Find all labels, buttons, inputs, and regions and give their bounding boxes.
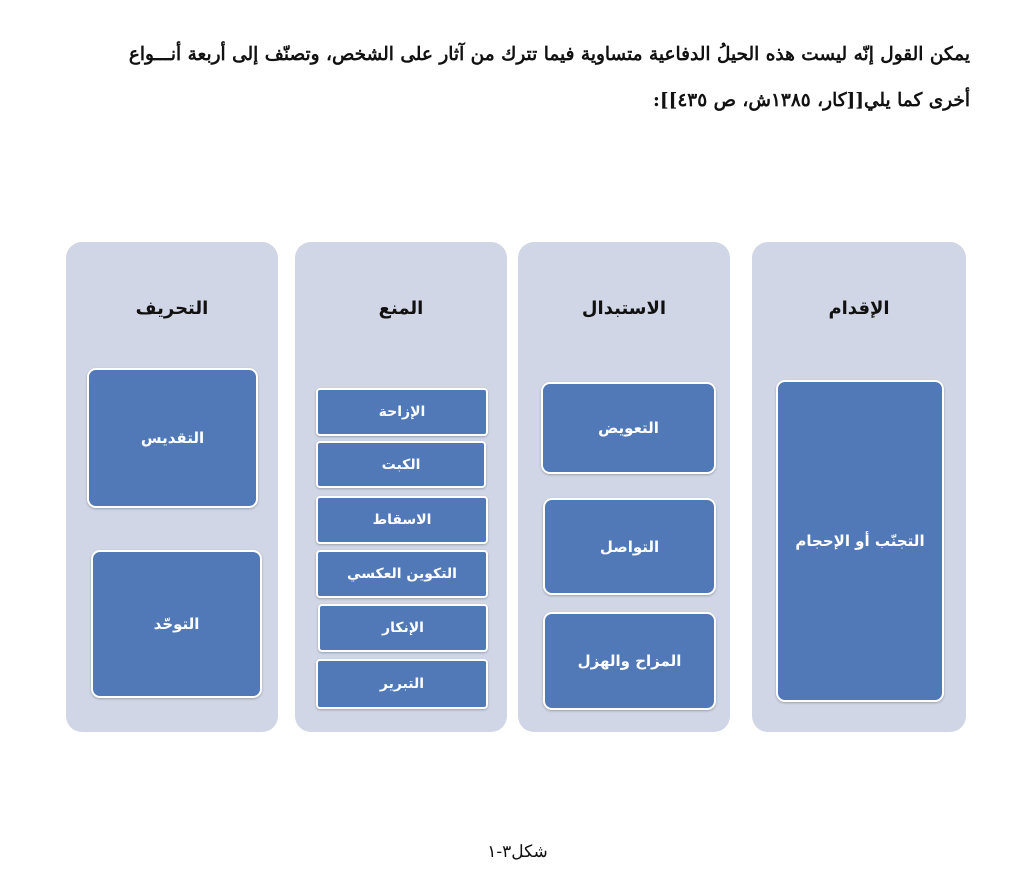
- box-item: المزاح والهزل: [543, 612, 716, 710]
- column-distortion: [66, 242, 278, 732]
- paragraph-line-2: أخرى كما يلي[[كار، ١٣٨٥ش، ص ٤٣٥]]:: [653, 90, 970, 111]
- column-title: الإقدام: [828, 298, 890, 319]
- paragraph-line-1: يمكن القول إنّه ليست هذه الحيلُ الدفاعية متساوية فيما تترك من آثار على الشخص، وتصنّف إلى أربعة أنـــواع: [128, 44, 970, 65]
- box-item: التعويض: [541, 382, 716, 474]
- figure-caption: شكل٣-١: [487, 842, 548, 862]
- column-approach: [752, 242, 966, 732]
- box-item: الإنكار: [318, 604, 488, 652]
- box-item: الكبت: [316, 441, 486, 488]
- column-title: التحريف: [135, 298, 209, 319]
- box-item: التقديس: [87, 368, 258, 508]
- box-item: التبرير: [316, 659, 488, 709]
- box-item: التوحّد: [91, 550, 262, 698]
- intro-paragraph: [40, 32, 970, 124]
- box-item: التكوين العكسي: [316, 550, 488, 598]
- box-item: التواصل: [543, 498, 716, 595]
- box-item: التجنّب أو الإحجام: [776, 380, 944, 702]
- box-item: الاسقاط: [316, 496, 488, 544]
- column-substitution: [518, 242, 730, 732]
- box-item: الإزاحة: [316, 388, 488, 436]
- column-title: الاستبدال: [581, 298, 667, 319]
- column-title: المنع: [378, 298, 424, 319]
- column-prevention: [295, 242, 507, 732]
